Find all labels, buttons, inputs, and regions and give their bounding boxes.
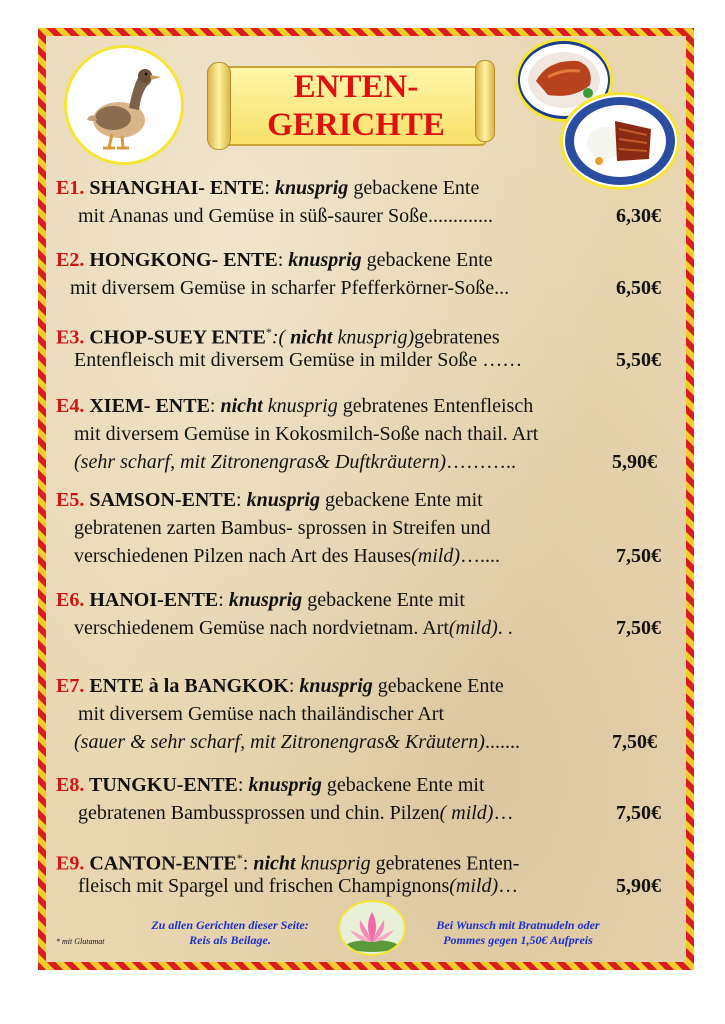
- menu-item-text: gebratenen Bambussprossen und chin. Pilzen: [78, 802, 440, 824]
- menu-item-name: HONGKONG- ENTE: [89, 249, 278, 271]
- menu-item-text: :: [209, 395, 221, 417]
- menu-item-text: gebratenen zarten Bambus- sprossen in Streifen und: [74, 517, 491, 539]
- menu-item-line: [56, 248, 493, 272]
- menu-item-line: [56, 846, 519, 876]
- title-line-2: GERICHTE: [267, 107, 445, 143]
- menu-item-text: knusprig: [228, 589, 303, 611]
- footer-rice-line-1: Zu allen Gerichten dieser Seite:: [151, 918, 309, 932]
- menu-item-text: (mild): [411, 545, 460, 567]
- footer-rice-note: [120, 918, 340, 948]
- menu-item-text: knusprig: [274, 177, 349, 199]
- menu-item-code: E1.: [56, 177, 90, 199]
- menu-item-line: [78, 204, 493, 228]
- menu-item-text: :: [218, 589, 229, 611]
- menu-item-text: mit diversem Gemüse nach thailändischer Art: [78, 703, 445, 725]
- menu-item-text: :: [236, 489, 247, 511]
- menu-item-line: [78, 801, 513, 825]
- menu-item-code: E4.: [56, 395, 90, 417]
- menu-item-text: *: [236, 851, 243, 865]
- menu-item-text: knusprig: [262, 395, 338, 417]
- menu-item-text: (sauer & sehr scharf, mit Zitronengras& Kräutern): [74, 731, 485, 753]
- menu-item-text: mit diversem Gemüse in scharfer Pfefferkörner-Soße...: [70, 277, 510, 299]
- lotus-flower-image: [338, 900, 406, 956]
- menu-item-code: E7.: [56, 675, 90, 697]
- menu-item-code: E5.: [56, 489, 90, 511]
- menu-item-text: :: [242, 852, 254, 875]
- menu-item-name: CHOP-SUEY ENTE: [89, 326, 266, 349]
- menu-item-price: 7,50€: [616, 802, 661, 824]
- menu-item-name: TUNGKU-ENTE: [88, 774, 238, 796]
- menu-item-price: 6,30€: [616, 205, 661, 227]
- menu-item-code: E6.: [56, 589, 90, 611]
- menu-item-text: fleisch mit Spargel und frischen Champignons: [78, 875, 450, 897]
- menu-item-line: [74, 730, 520, 754]
- menu-item-line: [74, 516, 491, 540]
- menu-item-text: :(: [271, 326, 291, 349]
- menu-item-line: [56, 588, 465, 612]
- menu-item-line: [56, 394, 533, 418]
- menu-item-text: knusprig): [332, 326, 415, 349]
- menu-item-line: [70, 276, 509, 300]
- menu-item-line: [74, 544, 500, 568]
- menu-item-line: [56, 488, 483, 512]
- menu-item-text: verschiedenen Pilzen nach Art des Hauses: [74, 545, 412, 567]
- footer-side-line-2: Pommes gegen 1,50€ Aufpreis: [443, 933, 593, 947]
- menu-item-line: [56, 176, 479, 200]
- title-banner: [205, 60, 495, 152]
- footnote: * mit Glutamat: [56, 937, 105, 946]
- footer-rice-line-2: Reis als Beilage.: [189, 933, 271, 947]
- menu-item-price: 6,50€: [616, 277, 661, 299]
- menu-item-line: [56, 674, 504, 698]
- footer-side-note: [408, 918, 628, 948]
- menu-item-text: .......: [484, 731, 520, 753]
- menu-item-price: 5,90€: [612, 451, 657, 473]
- title-line-1: ENTEN-: [293, 69, 419, 105]
- menu-item-text: (mild): [449, 875, 499, 897]
- menu-item-text: Entenfleisch mit diversem Gemüse in milder Soße ……: [74, 349, 523, 371]
- menu-item-line: [78, 702, 444, 726]
- menu-item-text: verschiedenem Gemüse nach nordvietnam. Art: [74, 617, 449, 639]
- menu-item-code: E9.: [56, 852, 90, 875]
- plate-image-2: [560, 92, 680, 190]
- menu-item-text: :: [288, 675, 300, 697]
- menu-item-price: 5,90€: [616, 875, 661, 897]
- menu-item-code: E8.: [56, 774, 89, 796]
- menu-item-text: …....: [460, 545, 500, 567]
- menu-item-name: SAMSON-ENTE: [89, 489, 237, 511]
- menu-item-price: 7,50€: [616, 545, 661, 567]
- menu-item-text: gebratenes Enten-: [370, 852, 520, 875]
- menu-item-text: gebratenes Entenfleisch: [337, 395, 534, 417]
- menu-item-name: SHANGHAI- ENTE: [89, 177, 265, 199]
- menu-item-text: …: [493, 802, 514, 824]
- menu-item-text: :: [237, 774, 249, 796]
- menu-item-line: [56, 320, 500, 350]
- menu-item-line: [56, 773, 485, 797]
- menu-item-text: nicht: [220, 395, 263, 417]
- menu-item-name: CANTON-ENTE: [89, 852, 237, 875]
- menu-item-line: [78, 874, 518, 898]
- menu-item-text: ( mild): [439, 802, 494, 824]
- menu-item-text: gebackene Ente mit: [319, 489, 483, 511]
- menu-item-text: :: [277, 249, 289, 271]
- menu-item-text: ………..: [446, 451, 517, 473]
- menu-item-text: knusprig: [295, 852, 371, 875]
- menu-item-name: ENTE à la BANGKOK: [89, 675, 289, 697]
- menu-item-line: [74, 616, 513, 640]
- duck-image: [64, 45, 184, 165]
- menu-item-text: knusprig: [246, 489, 320, 511]
- menu-item-text: mit diversem Gemüse in Kokosmilch-Soße nach thail. Art: [74, 423, 539, 445]
- menu-item-text: gebratenes: [414, 326, 500, 349]
- menu-item-text: (sehr scharf, mit Zitronengras& Duftkräutern): [74, 451, 447, 473]
- menu-item-code: E2.: [56, 249, 90, 271]
- menu-item-text: knusprig: [288, 249, 362, 271]
- menu-item-text: knusprig: [299, 675, 373, 697]
- menu-item-text: gebackene Ente mit: [302, 589, 465, 611]
- menu-item-line: [74, 422, 538, 446]
- menu-item-line: [74, 450, 516, 474]
- menu-item-name: HANOI-ENTE: [89, 589, 219, 611]
- menu-item-text: nicht: [290, 326, 333, 349]
- menu-item-text: mit Ananas und Gemüse in süß-saurer Soße.............: [78, 205, 493, 227]
- menu-item-price: 5,50€: [616, 349, 661, 371]
- menu-item-code: E3.: [56, 326, 90, 349]
- menu-item-text: gebackene Ente: [348, 177, 480, 199]
- menu-item-name: XIEM- ENTE: [89, 395, 210, 417]
- menu-item-price: 7,50€: [616, 617, 661, 639]
- menu-item-text: nicht: [253, 852, 296, 875]
- footer-side-line-1: Bei Wunsch mit Bratnudeln oder: [436, 918, 600, 932]
- menu-item-text: (mild): [448, 617, 498, 639]
- page-title: [225, 68, 487, 144]
- menu-item-price: 7,50€: [612, 731, 657, 753]
- menu-item-text: . .: [497, 617, 513, 639]
- menu-item-text: gebackene Ente: [361, 249, 493, 271]
- menu-item-text: :: [264, 177, 275, 199]
- menu-item-text: *: [265, 325, 272, 339]
- menu-item-text: …: [498, 875, 519, 897]
- menu-item-text: gebackene Ente: [372, 675, 504, 697]
- menu-item-line: [74, 348, 522, 372]
- menu-item-text: knusprig: [248, 774, 322, 796]
- menu-item-text: gebackene Ente mit: [321, 774, 485, 796]
